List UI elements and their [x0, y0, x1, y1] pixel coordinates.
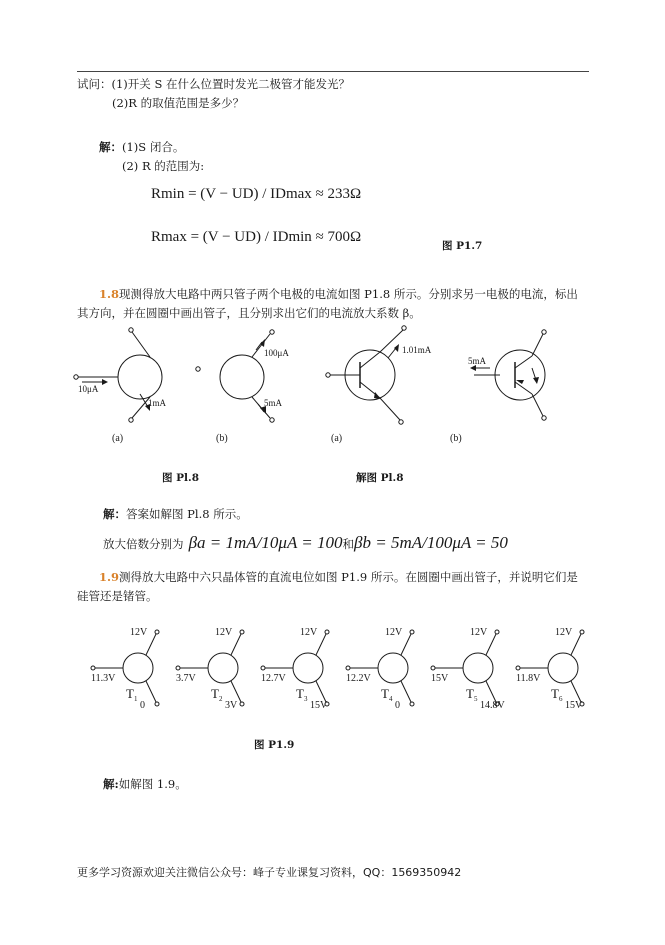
p19-t6-top-voltage: 12V — [555, 627, 573, 638]
q17-answer-1 — [99, 139, 184, 155]
p19-t5-bottom-voltage: 14.8V — [480, 700, 505, 711]
p19-t2-bottom-voltage: 3V — [225, 700, 238, 711]
p19-t1-top-voltage: 12V — [130, 627, 148, 638]
ask-prefix: 试问： — [77, 77, 112, 91]
answer-label: 解: — [103, 777, 119, 791]
figure-p19-diagram — [75, 620, 595, 720]
p19-t5-circle — [463, 653, 493, 683]
fig-a-transistor — [74, 328, 167, 422]
p19-t5-top-voltage: 12V — [470, 627, 488, 638]
p19-t4-top-terminal — [410, 630, 414, 634]
q19-text-line2: 硅管还是锗管。 — [77, 589, 158, 603]
fig-p19-caption: 图 P1.9 — [254, 739, 295, 751]
p19-t4-base-voltage: 12.2V — [346, 673, 371, 684]
p19-t4-bottom-lead — [401, 681, 411, 702]
q17-answer-2: (2) R 的范围为: — [122, 159, 205, 173]
sol-a-current: 1.01mA — [402, 345, 432, 355]
p19-t1-label: $T_1$ — [126, 686, 138, 703]
footer-text: 更多学习资源欢迎关注微信公众号：峰子专业课复习资料，QQ：1569350942 — [77, 866, 462, 879]
p19-t1-top-terminal — [155, 630, 159, 634]
figure-caption-p17: 图 P1.7 — [442, 240, 483, 252]
p19-t3-bottom-lead — [316, 681, 326, 702]
answer-label: 解： — [103, 507, 126, 521]
beta-join: 和 — [342, 537, 354, 551]
p19-t4-bottom-voltage: 0 — [395, 700, 400, 711]
p19-t4-label: $T_4$ — [381, 686, 393, 703]
beta-line — [103, 533, 508, 553]
fig-a-current-left: 10μA — [78, 384, 99, 394]
p19-t2-top-voltage: 12V — [215, 627, 233, 638]
p19-t5-top-terminal — [495, 630, 499, 634]
p19-t4-top-voltage: 12V — [385, 627, 403, 638]
p19-t5-base-voltage: 15V — [431, 673, 449, 684]
fig-p18-sub-a: (a) — [112, 433, 124, 444]
sol-p18-caption: 解图 Pl.8 — [356, 472, 404, 484]
sol-b-transistor — [468, 330, 546, 420]
p19-t2-base-voltage: 3.7V — [176, 673, 196, 684]
p19-t5-label: $T_5$ — [466, 686, 478, 703]
p19-t1-circle — [123, 653, 153, 683]
p19-t2-circle — [208, 653, 238, 683]
p19-t6-top-terminal — [580, 630, 584, 634]
rmin-formula: Rmin = (V − UD) / IDmax ≈ 233Ω — [151, 186, 362, 202]
q17-a1-text: (1)S 闭合。 — [122, 140, 185, 154]
p19-t4-base-terminal — [346, 666, 350, 670]
p19-t6-circle — [548, 653, 578, 683]
p19-t1-base-terminal — [91, 666, 95, 670]
q19-answer — [103, 776, 187, 792]
p19-t5-base-terminal — [431, 666, 435, 670]
fig-p18-sub-b: (b) — [216, 433, 228, 444]
rmax-formula: Rmax = (V − UD) / IDmin ≈ 700Ω — [151, 229, 362, 245]
beta-b-formula: βb = 5mA/100μA = 50 — [354, 533, 508, 552]
q19-text-line1 — [99, 569, 578, 585]
p19-t5-top-lead — [486, 634, 496, 655]
q19-line1: 测得放大电路中六只晶体管的直流电位如图 P1.9 所示。在圆圈中画出管子，并说明它们是 — [119, 570, 578, 584]
top-rule — [77, 71, 589, 72]
p19-t2-bottom-lead — [231, 681, 241, 702]
sol-b-current: 5mA — [468, 356, 486, 366]
fig-b-current-bottom: 5mA — [264, 398, 282, 408]
p19-t3-base-terminal — [261, 666, 265, 670]
q18-line1: 现测得放大电路中两只管子两个电极的电流如图 P1.8 所示。分别求另一电极的电流，标出 — [119, 287, 578, 301]
p19-t1-bottom-lead — [146, 681, 156, 702]
q17-question-2: (2)R 的取值范围是多少？ — [112, 96, 245, 110]
sol-a-transistor — [326, 326, 432, 424]
p19-t4-circle — [378, 653, 408, 683]
p19-t4-top-lead — [401, 634, 411, 655]
p19-t6-bottom-voltage: 15V — [565, 700, 583, 711]
p19-t3-circle — [293, 653, 323, 683]
p19-t6-base-voltage: 11.8V — [516, 673, 541, 684]
beta-prefix: 放大倍数分别为 — [103, 537, 184, 551]
p19-t5-bottom-lead — [486, 681, 496, 702]
q17-question-1 — [77, 76, 350, 92]
p19-t3-top-lead — [316, 634, 326, 655]
q18-answer — [103, 506, 248, 522]
p19-t2-top-lead — [231, 634, 241, 655]
p19-t3-label: $T_3$ — [296, 686, 308, 703]
sol-p18-sub-a: (a) — [331, 433, 343, 444]
fig-p18-caption: 图 Pl.8 — [162, 472, 200, 484]
p19-t2-top-terminal — [240, 630, 244, 634]
p19-t1-top-lead — [146, 634, 156, 655]
q18-answer-text: 答案如解图 Pl.8 所示。 — [126, 507, 248, 521]
p19-t3-top-voltage: 12V — [300, 627, 318, 638]
p19-t1-bottom-voltage: 0 — [140, 700, 145, 711]
q18-text-line2: 其方向，并在圆圈中画出管子，且分别求出它们的电流放大系数 β。 — [77, 306, 421, 320]
fig-a-current-bottom: 1mA — [148, 398, 166, 408]
p19-t1-base-voltage: 11.3V — [91, 673, 116, 684]
p19-t2-bottom-terminal — [240, 702, 244, 706]
q18-number: 1.8 — [99, 287, 120, 301]
p19-t6-label: $T_6$ — [551, 686, 563, 703]
q18-text-line1 — [99, 286, 578, 302]
p19-t3-bottom-voltage: 15V — [310, 700, 328, 711]
p19-t3-base-voltage: 12.7V — [261, 673, 286, 684]
p19-t4-bottom-terminal — [410, 702, 414, 706]
p19-t6-bottom-lead — [571, 681, 581, 702]
p19-t2-label: $T_2$ — [211, 686, 223, 703]
sol-p18-sub-b: (b) — [450, 433, 462, 444]
p19-t3-top-terminal — [325, 630, 329, 634]
fig-b-current-top: 100μA — [264, 348, 289, 358]
p19-t2-base-terminal — [176, 666, 180, 670]
beta-a-formula: βa = 1mA/10μA = 100 — [188, 533, 343, 552]
q19-answer-text: 如解图 1.9。 — [118, 777, 187, 791]
p19-t6-base-terminal — [516, 666, 520, 670]
q17-q1-text: (1)开关 S 在什么位置时发光二极管才能发光？ — [111, 77, 350, 91]
fig-b-transistor — [196, 330, 290, 422]
p19-t6-top-lead — [571, 634, 581, 655]
p19-t1-bottom-terminal — [155, 702, 159, 706]
q19-number: 1.9 — [99, 570, 120, 584]
figure-p18-diagram — [70, 322, 590, 452]
answer-label: 解： — [99, 140, 122, 154]
